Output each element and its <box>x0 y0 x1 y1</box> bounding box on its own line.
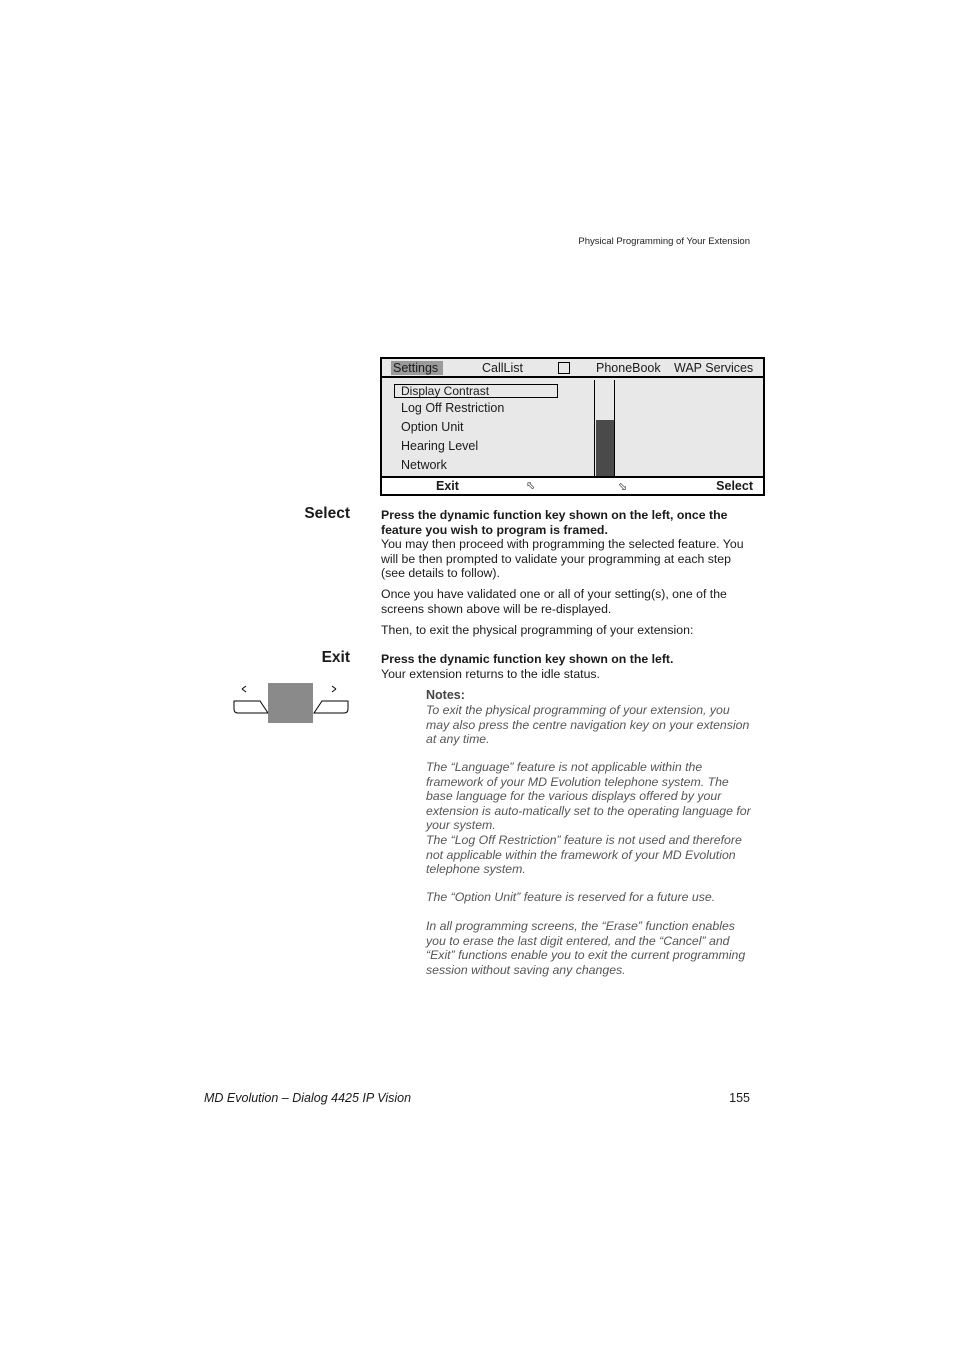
select-heading: Select <box>304 505 350 522</box>
phone-display <box>380 357 765 496</box>
arrow-down-right-icon[interactable]: ⬂ <box>618 481 628 493</box>
note-2: The “Language” feature is not applicable within the framework of your MD Evolution telephone system. The base language for the various displays offered by your extension is auto-matically set to the operating language for your system. <box>426 760 751 832</box>
softkey-select[interactable]: Select <box>716 479 753 493</box>
menu-item-network[interactable]: Network <box>401 458 447 472</box>
page-number: 155 <box>729 1091 750 1105</box>
display-tab-bar <box>382 359 763 378</box>
exit-heading: Exit <box>321 649 350 666</box>
softkey-bar <box>382 476 763 494</box>
menu-item-display-contrast[interactable]: Display Contrast <box>394 384 558 398</box>
tab-settings[interactable]: Settings <box>391 361 443 375</box>
select-para-2: Once you have validated one or all of your setting(s), one of the screens shown above will be re-displayed. <box>381 587 727 616</box>
select-instruction: Press the dynamic function key shown on the left, once the feature you wish to program is framed. <box>381 508 728 537</box>
tab-box-icon <box>558 362 570 374</box>
exit-instruction: Press the dynamic function key shown on the left. <box>381 652 674 666</box>
menu-item-log-off-restriction[interactable]: Log Off Restriction <box>401 401 505 415</box>
tab-wap-services[interactable]: WAP Services <box>674 361 754 375</box>
exit-para-1: Your extension returns to the idle status. <box>381 667 600 681</box>
select-para-1: You may then proceed with programming the selected feature. You will be then prompted to validate your programming at each step (see details to follow). <box>381 537 744 581</box>
notes-title: Notes: <box>426 688 465 702</box>
menu-item-option-unit[interactable]: Option Unit <box>401 420 464 434</box>
menu-item-hearing-level[interactable]: Hearing Level <box>401 439 479 453</box>
tab-phonebook[interactable]: PhoneBook <box>596 361 661 375</box>
note-3: The “Log Off Restriction” feature is not used and therefore not applicable within the framework of your MD Evolution telephone system. <box>426 833 742 876</box>
softkey-exit[interactable]: Exit <box>436 479 459 493</box>
note-4: The “Option Unit” feature is reserved for a future use. <box>426 890 716 904</box>
function-keys-illustration <box>232 683 350 723</box>
highlighted-key-background <box>268 683 313 723</box>
note-1: To exit the physical programming of your extension, you may also press the centre navigation key on your extension at any time. <box>426 703 750 746</box>
arrow-up-left-icon[interactable]: ⬁ <box>526 480 536 492</box>
footer-title: MD Evolution – Dialog 4425 IP Vision <box>204 1091 412 1105</box>
running-header: Physical Programming of Your Extension <box>578 236 750 247</box>
note-5: In all programming screens, the “Erase” function enables you to erase the last digit entered, and the “Cancel” and “Exit” functions enable you to exit the current programming session without saving any changes. <box>426 919 746 977</box>
select-para-3: Then, to exit the physical programming of your extension: <box>381 623 694 637</box>
scrollbar-thumb[interactable] <box>596 420 614 476</box>
menu-scrollbar[interactable] <box>594 380 615 476</box>
tab-calllist[interactable]: CallList <box>482 361 523 375</box>
